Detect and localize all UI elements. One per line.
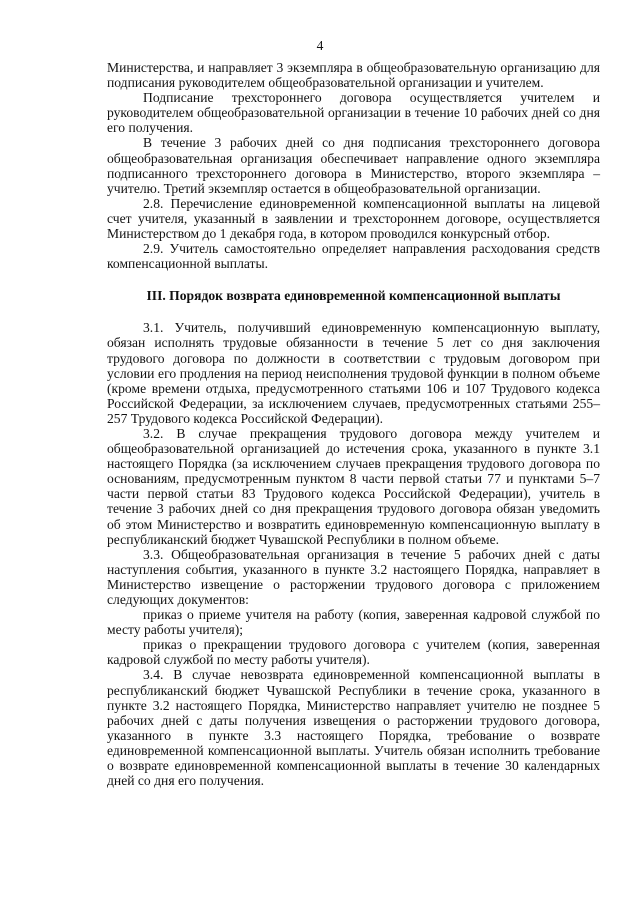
paragraph: В течение 3 рабочих дней со дня подписания трехстороннего договора общеобразовательная организация обеспечивает направление одного экземпляра подписанного трехстороннего договора в Министерство, второго экземпляра – учителю. Третий экземпляр остается в общеобразовательной организации. <box>107 135 600 196</box>
paragraph: 2.8. Перечисление единовременной компенсационной выплаты на лицевой счет учителя, указанный в заявлении и трехстороннем договоре, осуществляется Министерством до 1 декабря года, в котором проводился конкурсный отбор. <box>107 195 600 242</box>
page-number: 4 <box>316 38 324 53</box>
document-body <box>107 60 600 788</box>
paragraph: 3.2. В случае прекращения трудового договора между учителем и общеобразовательной организацией до истечения срока, указанного в пункте 3.1 настоящего Порядка (за исключением случаев прекращения трудового договора по основаниям, предусмотренным пунктом 8 части первой статьи 77 и пунктами 5–7 части первой статьи 83 Трудового кодекса Российской Федерации), учитель в течение 3 рабочих дней со дня прекращения трудового договора обязан уведомить об этом Министерство и возвратить единовременную компенсационную выплату в республиканский бюджет Чувашской Республики в полном объеме. <box>107 425 600 547</box>
paragraph: приказ о приеме учителя на работу (копия, заверенная кадровой службой по месту работы учителя); <box>107 607 600 638</box>
paragraph: 3.1. Учитель, получивший единовременную компенсационную выплату, обязан исполнять трудовые обязанности в течение 5 лет со дня заключения трудового договора по должности в соответствии с трудовым договором при условии его продления на период неисполнения трудовой функции в полном объеме (кроме времени отдыха, предусмотренного статьями 106 и 107 Трудового кодекса Российской Федерации, за исключением случаев, предусмотренных статьями 255–257 Трудового кодекса Российской Федерации). <box>107 320 600 426</box>
paragraph: 2.9. Учитель самостоятельно определяет направления расходования средств компенсационной выплаты. <box>107 241 600 272</box>
paragraph: Министерства, и направляет 3 экземпляра в общеобразовательную организацию для подписания руководителем общеобразовательной организации и учителем. <box>107 60 600 91</box>
paragraph: 3.4. В случае невозврата единовременной компенсационной выплаты в республиканский бюджет Чувашской Республики в течение срока, указанного в пункте 3.2 настоящего Порядка, Министерство направляет учителю не позднее 5 рабочих дней с даты получения извещения о расторжении трудового договора, указанного в пункте 3.3 настоящего Порядка, требование о возврате единовременной компенсационной выплаты. Учитель обязан исполнить требование о возврате единовременной компенсационной выплаты в течение 30 календарных дней со дня его получения. <box>107 667 600 789</box>
paragraph: приказ о прекращении трудового договора с учителем (копия, заверенная кадровой службой по месту работы учителя). <box>107 637 600 668</box>
paragraph: 3.3. Общеобразовательная организация в течение 5 рабочих дней с даты наступления события, указанного в пункте 3.2 настоящего Порядка, направляет в Министерство извещение о расторжении трудового договора с приложением следующих документов: <box>107 546 600 607</box>
paragraph: Подписание трехстороннего договора осуществляется учителем и руководителем общеобразовательной организации в течение 10 рабочих дней со дня его получения. <box>107 90 600 136</box>
section-heading: III. Порядок возврата единовременной компенсационной выплаты <box>146 288 561 304</box>
